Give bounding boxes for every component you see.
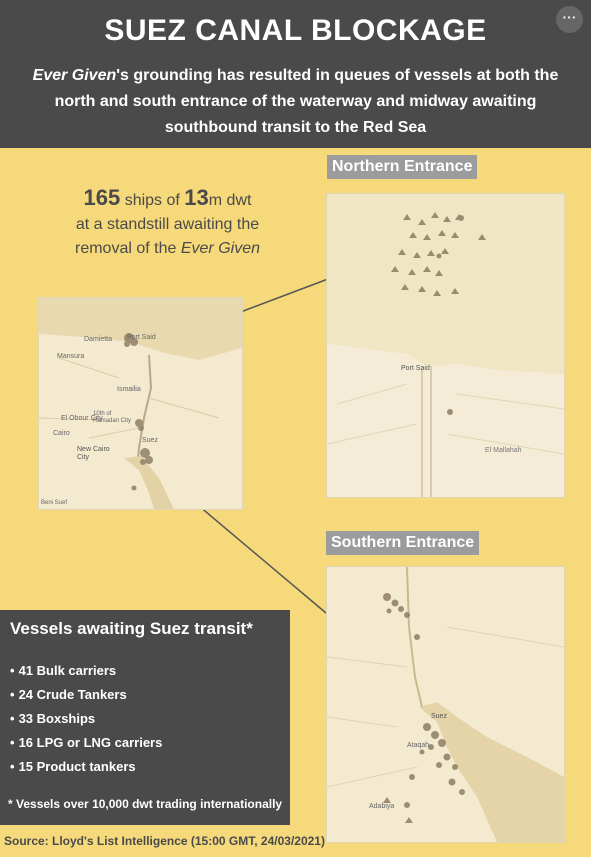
list-item: • 15 Product tankers: [10, 759, 162, 783]
overview-place-4: El Obour City: [61, 415, 103, 422]
southern-place-0: Suez: [431, 713, 447, 720]
stat-ship-name: Ever Given: [180, 240, 260, 257]
southern-place-2: Adabiya: [369, 803, 395, 810]
vessels-footnote: * Vessels over 10,000 dwt trading internationally: [8, 797, 283, 811]
overview-place-2: Mansura: [57, 353, 85, 360]
list-item: • 24 Crude Tankers: [10, 687, 162, 711]
southern-place-1: Ataqah: [407, 742, 430, 749]
dwt-value: 13: [184, 185, 209, 210]
overview-map: [38, 297, 243, 510]
northern-place-0: Port Said: [401, 365, 430, 372]
overview-place-0: Damietta: [84, 336, 113, 343]
southern-map: [326, 566, 565, 843]
list-item: • 41 Bulk carriers: [10, 663, 162, 687]
stat-line2: at a standstill awaiting the: [75, 216, 260, 233]
overview-place-6: Cairo: [53, 430, 70, 437]
page-title: SUEZ CANAL BLOCKAGE: [104, 14, 487, 47]
vessels-list: [10, 663, 162, 783]
stat-line3-prefix: removal of the: [75, 240, 177, 257]
vessels-panel: [0, 610, 290, 825]
overview-place-7: New Cairo City: [77, 446, 110, 461]
subtitle-text: 's grounding has resulted in queues of vessels at both the north and south entrance of the waterway and midway awaiting southbound transit to the Red Sea: [54, 67, 559, 136]
northern-place-1: El Mallahah: [485, 447, 522, 454]
northern-map: [326, 193, 565, 498]
list-item: • 16 LPG or LNG carriers: [10, 735, 162, 759]
southern-entrance-label: Southern Entrance: [326, 531, 479, 555]
dwt-unit: m dwt: [208, 192, 252, 209]
list-item: • 33 Boxships: [10, 711, 162, 735]
overview-place-3: Ismailia: [117, 386, 141, 393]
overview-place-8: Suez: [142, 437, 158, 444]
more-options-button[interactable]: ···: [556, 6, 583, 33]
ships-count: 165: [83, 185, 121, 210]
northern-entrance-label: Northern Entrance: [327, 155, 477, 179]
ships-label: ships of: [124, 192, 180, 209]
overview-place-5: 10th of Ramadan City: [93, 411, 132, 424]
vessels-title: Vessels awaiting Suez transit*: [10, 619, 253, 638]
overview-place-9: Beni Suef: [41, 500, 68, 506]
source-credit: Source: Lloyd's List Intelligence (15:00 GMT, 24/03/2021): [4, 834, 325, 848]
subtitle-ship-name: Ever Given: [32, 67, 117, 84]
overview-place-1: Port Said: [127, 334, 156, 341]
